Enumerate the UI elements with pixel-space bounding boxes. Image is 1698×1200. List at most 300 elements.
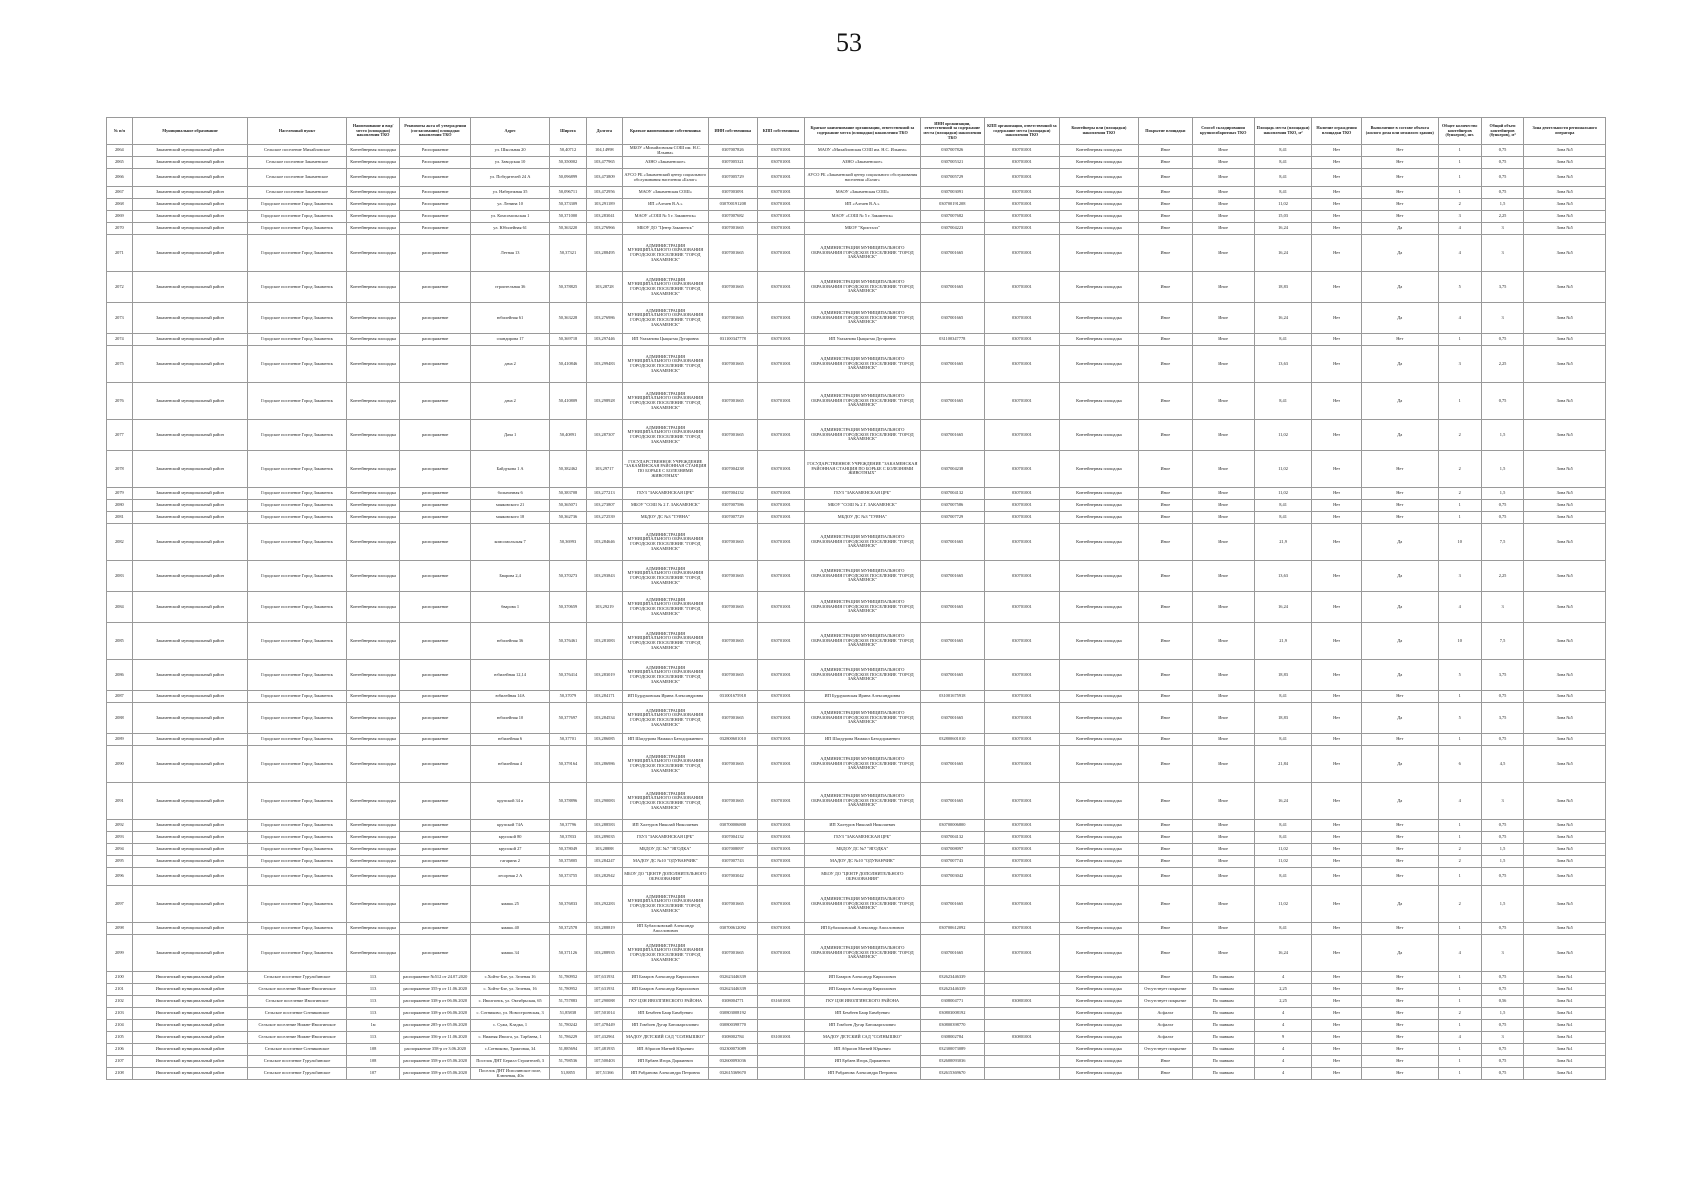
table-cell: Распоряжение [400,145,471,157]
table-cell: Контейнерная площадка [1059,145,1138,157]
table-cell: МБОУ "СОШ № 2 Г. ЗАКАМЕНСК" [623,500,709,512]
table-row [107,856,1606,868]
table-cell: Иное [1139,303,1193,334]
table-cell: 3,75 [1481,703,1524,734]
table-cell: Зона №5 [1524,157,1606,169]
table-cell: Закаменский муниципальный район [132,145,248,157]
table-cell: Контейнерная площадка [1059,623,1138,660]
table-cell: Контейнерная площадка [346,235,400,272]
registry-table [106,117,1606,1080]
table-cell: ГОСУДАРСТВЕННОЕ УЧРЕЖДЕНИЕ "ЗАКАМЕНСКАЯ РАЙОННАЯ СТАНЦИЯ ПО БОРЬБЕ С БОЛЕЗНЯМИ ЖИВОТНЫХ" [623,451,709,488]
table-cell: Нет [1361,199,1438,211]
table-cell: 3 [1438,211,1481,223]
table-cell: 030701001 [984,187,1059,199]
table-cell: 50,410809 [550,383,586,420]
table-cell: 103,287307 [586,420,622,451]
table-cell: 16,24 [1254,235,1312,272]
table-row [107,334,1606,346]
table-cell: 0307001665 [920,592,984,623]
table-cell: ямашь 40 [471,923,550,935]
table-cell: Контейнерная площадка [1059,856,1138,868]
table-row [107,303,1606,334]
table-cell: Контейнерная площадка [346,561,400,592]
table-cell: 3,75 [1481,660,1524,691]
table-cell: 0307003042 [708,868,757,886]
table-cell: 9 [1254,1032,1312,1044]
table-cell: 16,24 [1254,935,1312,972]
table-cell: Городское поселение Город Закаменск [248,844,347,856]
table-cell: распоряжение 358-р от 05.06.2020 [400,1056,471,1068]
table-cell: 2108 [107,1068,133,1080]
table-cell: 032300073089 [708,1044,757,1056]
table-cell: 2097 [107,886,133,923]
table-cell: 3 [1481,935,1524,972]
table-cell: 1,5 [1481,199,1524,211]
column-header: Адрес [471,118,550,145]
table-cell: 030701001 [757,272,804,303]
table-cell: Зона №5 [1524,272,1606,303]
table-cell: 2076 [107,383,133,420]
table-cell: 8,41 [1254,868,1312,886]
table-cell: Нет [1312,832,1361,844]
table-cell [984,1008,1059,1020]
table-cell: Да [1361,223,1438,235]
table-cell: 030701001 [984,923,1059,935]
table-cell: Иное [1139,691,1193,703]
column-header: Населенный пункт [248,118,347,145]
table-cell: Городское поселение Город Закаменск [248,500,347,512]
table-cell: Нет [1312,746,1361,783]
table-cell: Нет [1312,272,1361,303]
table-cell: 1м [346,1020,400,1032]
table-cell: 2,25 [1254,984,1312,996]
table-cell: Нет [1361,996,1438,1008]
table-cell: 030801001 [984,996,1059,1008]
table-cell: Контейнерная площадка [346,199,400,211]
table-cell: 0307008097 [708,844,757,856]
table-cell: Нет [1312,734,1361,746]
table-cell: 0307004132 [920,832,984,844]
table-cell: Контейнерная площадка [1059,746,1138,783]
table-cell: 1 [1438,832,1481,844]
table-cell: Контейнерная площадка [1059,1056,1138,1068]
table-cell: МБОУ "Кристалл" [805,223,921,235]
table-cell: Контейнерная площадка [1059,1032,1138,1044]
table-cell [757,1008,804,1020]
table-cell: распоряжение [400,383,471,420]
table-cell: 103,283041 [586,211,622,223]
table-cell: Контейнерная площадка [346,660,400,691]
table-cell: 0308002784 [708,1032,757,1044]
table-row [107,868,1606,886]
table-cell: 50,096711 [550,187,586,199]
table-cell: АДМИНИСТРАЦИЯ МУНИЦИПАЛЬНОГО ОБРАЗОВАНИЯ ГОРОДСКОЕ ПОСЕЛЕНИЕ "ГОРОД ЗАКАМЕНСК" [805,383,921,420]
table-cell: Иное [1192,592,1254,623]
table-row [107,703,1606,734]
table-cell: Иное [1192,935,1254,972]
table-cell: 0,75 [1481,923,1524,935]
table-cell: МБДОУ ДС №7 "ЯГОДКА" [623,844,709,856]
table-cell: АДМИНИСТРАЦИЯ МУНИЦИПАЛЬНОГО ОБРАЗОВАНИЯ ГОРОДСКОЕ ПОСЕЛЕНИЕ "ГОРОД ЗАКАМЕНСК" [623,783,709,820]
table-cell: 3 [1481,235,1524,272]
table-cell: 103,284247 [586,856,622,868]
table-cell: 103,298928 [586,383,622,420]
table-cell: Иное [1139,746,1193,783]
table-cell: 0307005321 [920,157,984,169]
table-cell: Иное [1192,868,1254,886]
table-cell: Сельское поселение Иволгинское [248,996,347,1008]
table-cell: Контейнерная площадка [346,691,400,703]
table-cell: 50,382462 [550,451,586,488]
table-cell: Контейнерная площадка [1059,1008,1138,1020]
table-cell: 0307007826 [920,145,984,157]
table-cell: Контейнерная площадка [1059,660,1138,691]
header-row [107,118,1606,145]
table-cell: 6 [1438,746,1481,783]
table-cell: 2074 [107,334,133,346]
table-cell: крупской 27 [471,844,550,856]
table-cell: 032623446339 [920,984,984,996]
table-cell: АДМИНИСТРАЦИЯ МУНИЦИПАЛЬНОГО ОБРАЗОВАНИЯ ГОРОДСКОЕ ПОСЕЛЕНИЕ "ГОРОД ЗАКАМЕНСК" [623,420,709,451]
table-cell: 103,29219 [586,592,622,623]
table-cell: Асфальт [1139,1032,1193,1044]
table-cell: Иное [1192,820,1254,832]
table-cell: 0,75 [1481,820,1524,832]
table-cell: Закаменский муниципальный район [132,783,248,820]
table-cell: 8,41 [1254,334,1312,346]
table-cell: 030701001 [984,734,1059,746]
table-cell: 0307001665 [708,303,757,334]
table-cell: 1 [1438,169,1481,187]
table-cell: 030701001 [757,660,804,691]
table-cell: 2075 [107,346,133,383]
table-cell: Иное [1192,272,1254,303]
table-row [107,420,1606,451]
table-cell: 1,5 [1481,856,1524,868]
table-cell: Зона №5 [1524,703,1606,734]
table-cell: Контейнерная площадка [1059,783,1138,820]
table-cell: 3 [1481,592,1524,623]
table-cell: 8,41 [1254,187,1312,199]
table-cell: Зона №5 [1524,746,1606,783]
table-cell: Нет [1361,691,1438,703]
table-cell: 107 [346,1068,400,1080]
table-cell: Нет [1361,500,1438,512]
table-cell: Закаменский муниципальный район [132,561,248,592]
table-cell: Зона №1 [1524,1020,1606,1032]
table-cell: Закаменский муниципальный район [132,832,248,844]
table-cell: 030701001 [757,500,804,512]
table-cell: Нет [1312,1068,1361,1080]
table-cell: 51,780242 [550,1020,586,1032]
table-cell: Иное [1139,145,1193,157]
table-cell: Иволгинский муниципальный район [132,1032,248,1044]
table-cell: Нет [1361,972,1438,984]
table-cell: комсомольская 7 [471,524,550,561]
table-cell: АДМИНИСТРАЦИЯ МУНИЦИПАЛЬНОГО ОБРАЗОВАНИЯ ГОРОДСКОЕ ПОСЕЛЕНИЕ "ГОРОД ЗАКАМЕНСК" [623,886,709,923]
table-cell: 51,780952 [550,972,586,984]
table-cell: 18,83 [1254,272,1312,303]
table-cell: 030701001 [984,346,1059,383]
table-cell: 2090 [107,746,133,783]
table-cell: 030800398770 [708,1020,757,1032]
table-cell: Зона №5 [1524,868,1606,886]
table-cell: Да [1361,660,1438,691]
table-cell: Закаменский муниципальный район [132,746,248,783]
table-cell: Иное [1192,169,1254,187]
table-cell: АДМИНИСТРАЦИЯ МУНИЦИПАЛЬНОГО ОБРАЗОВАНИЯ ГОРОДСКОЕ ПОСЕЛЕНИЕ "ГОРОД ЗАКАМЕНСК" [805,303,921,334]
table-cell: Зона №5 [1524,935,1606,972]
table-cell: 50,378896 [550,783,586,820]
table-cell: Нет [1361,211,1438,223]
table-cell: 0307007682 [920,211,984,223]
table-cell: распоряжение [400,303,471,334]
table-cell: с. Хойто-Бэе, ул. Зеленая, 16 [471,984,550,996]
table-cell: 0307008097 [920,844,984,856]
table-cell: 11,02 [1254,488,1312,500]
table-cell: 030701001 [757,820,804,832]
table-cell: Нет [1312,856,1361,868]
table-cell: 0307001665 [708,524,757,561]
table-cell: 3 [1481,303,1524,334]
table-cell: Контейнерная площадка [346,169,400,187]
table-cell: 2101 [107,984,133,996]
table-cell: 11,02 [1254,420,1312,451]
table-cell: 030701001 [984,334,1059,346]
table-cell: 103,282942 [586,868,622,886]
table-cell: 51,757883 [550,996,586,1008]
table-cell: 4,5 [1481,746,1524,783]
table-cell: 113 [346,1008,400,1020]
table-cell: 103,297446 [586,334,622,346]
table-cell: 113 [346,972,400,984]
table-cell: Иное [1139,856,1193,868]
table-cell: 0307001665 [708,223,757,235]
table-cell: ул. Комсомольская 1 [471,211,550,223]
table-cell: 51,885694 [550,1044,586,1056]
table-cell: 8,41 [1254,820,1312,832]
table-row [107,500,1606,512]
table-cell: Дача 1 [471,420,550,451]
table-cell: АЗНО «Закаменское» [623,157,709,169]
column-header: Широта [550,118,586,145]
table-cell: Иволгинский муниципальный район [132,996,248,1008]
table-cell: Городское поселение Город Закаменск [248,272,347,303]
table-cell: Контейнерная площадка [1059,157,1138,169]
table-cell: Иное [1139,623,1193,660]
table-cell: Нет [1312,1056,1361,1068]
table-cell: 103,288935 [586,935,622,972]
table-cell: Закаменский муниципальный район [132,383,248,420]
table-cell: 3 [1438,346,1481,383]
table-cell: Нет [1312,1008,1361,1020]
table-cell: 2 [1438,886,1481,923]
table-cell: АДМИНИСТРАЦИЯ МУНИЦИПАЛЬНОГО ОБРАЗОВАНИЯ ГОРОДСКОЕ ПОСЕЛЕНИЕ "ГОРОД ЗАКАМЕНСК" [623,935,709,972]
table-cell: 032800601010 [920,734,984,746]
table-cell: 032615369670 [920,1068,984,1080]
table-cell [757,1020,804,1032]
table-cell: АДМИНИСТРАЦИЯ МУНИЦИПАЛЬНОГО ОБРАЗОВАНИЯ ГОРОДСКОЕ ПОСЕЛЕНИЕ "ГОРОД ЗАКАМЕНСК" [623,235,709,272]
table-cell: Нет [1361,334,1438,346]
table-cell: 4 [1438,223,1481,235]
table-cell: Городское поселение Город Закаменск [248,334,347,346]
table-cell: Нет [1361,1020,1438,1032]
table-cell: Контейнерная площадка [1059,886,1138,923]
table-cell: АУСО РБ «Закаменский центр социального обслуживания населения «Бэлиг» [805,169,921,187]
table-cell: Распоряжение [400,187,471,199]
column-header: Наличие ограждения площадки ТКО [1312,118,1361,145]
table-cell: 0,75 [1481,500,1524,512]
table-cell: Иное [1192,524,1254,561]
table-cell: Иное [1139,820,1193,832]
table-cell: распоряжение [400,935,471,972]
table-cell: ИП Абрасов Матвей Юрьевич [805,1044,921,1056]
table-cell: 030701001 [757,420,804,451]
table-cell: ГБУЗ "ЗАКАМЕНСКАЯ ЦРБ" [805,488,921,500]
table-cell: Зона №1 [1524,1056,1606,1068]
table-cell: 032615369670 [708,1068,757,1080]
table-cell: Нет [1312,592,1361,623]
table-cell: 5 [1438,703,1481,734]
table-cell: 030803008192 [708,1008,757,1020]
table-cell: 1 [1438,1068,1481,1080]
table-cell: 0,75 [1481,1056,1524,1068]
table-cell: Сельское поселение Нижне-Иволгинское [248,1020,347,1032]
table-cell: АДМИНИСТРАЦИЯ МУНИЦИПАЛЬНОГО ОБРАЗОВАНИЯ ГОРОДСКОЕ ПОСЕЛЕНИЕ "ГОРОД ЗАКАМЕНСК" [623,660,709,691]
table-cell: Городское поселение Город Закаменск [248,691,347,703]
table-cell: МАОУ «Михайловская СОШ им. Н.С. Ильина» [805,145,921,157]
table-row [107,199,1606,211]
table-cell: 50,37701 [550,734,586,746]
table-cell: Иное [1192,211,1254,223]
column-header: Общее количество контейнеров (бункеров), шт. [1438,118,1481,145]
table-cell: 2104 [107,1020,133,1032]
table-cell: крупской 34 а [471,783,550,820]
table-cell: Контейнерная площадка [346,623,400,660]
table-row [107,1056,1606,1068]
table-cell: 50,376414 [550,660,586,691]
table-cell: Зона №5 [1524,199,1606,211]
table-cell: маяковского 18 [471,512,550,524]
table-cell: Контейнерная площадка [1059,844,1138,856]
table-cell: 030801001 [984,1032,1059,1044]
table-cell: Контейнерная площадка [346,451,400,488]
table-cell: Иное [1139,512,1193,524]
table-cell: Нет [1361,187,1438,199]
table-cell: По заявкам [1192,972,1254,984]
table-cell: Контейнерная площадка [346,303,400,334]
table-cell: Нет [1312,420,1361,451]
table-cell: распоряжение [400,746,471,783]
table-cell: Нет [1312,346,1361,383]
table-cell: Городское поселение Город Закаменск [248,783,347,820]
table-cell: ИП Ербаев Игорь Даржиевич [805,1056,921,1068]
table-cell: 8,41 [1254,691,1312,703]
table-cell: 13,63 [1254,346,1312,383]
table-cell: 50,371000 [550,211,586,223]
table-cell: Нет [1361,1008,1438,1020]
table-row [107,1068,1606,1080]
table-cell: АДМИНИСТРАЦИЯ МУНИЦИПАЛЬНОГО ОБРАЗОВАНИЯ ГОРОДСКОЕ ПОСЕЛЕНИЕ "ГОРОД ЗАКАМЕНСК" [805,346,921,383]
table-cell: 50,40712 [550,145,586,157]
column-header: Долгота [586,118,622,145]
table-cell: Контейнерная площадка [346,211,400,223]
table-cell: АДМИНИСТРАЦИЯ МУНИЦИПАЛЬНОГО ОБРАЗОВАНИЯ ГОРОДСКОЕ ПОСЕЛЕНИЕ "ГОРОД ЗАКАМЕНСК" [805,660,921,691]
table-cell: Иволгинский муниципальный район [132,1056,248,1068]
table-row [107,524,1606,561]
table-cell: Нет [1361,832,1438,844]
table-cell: 0307004238 [920,451,984,488]
table-cell: Да [1361,383,1438,420]
table-cell: 0307007743 [920,856,984,868]
table-cell: Зона №5 [1524,346,1606,383]
table-cell: ИП Бурдуковская Ирина Александровна [623,691,709,703]
table-cell: 11,02 [1254,844,1312,856]
column-header: Общий объем контейнеров (бункеров), м³ [1481,118,1524,145]
table-cell: ИП Базаров Александр Кириллович [623,972,709,984]
table-cell: Иное [1192,832,1254,844]
table-cell: 0307001665 [920,703,984,734]
table-cell: Иное [1192,856,1254,868]
table-cell: Да [1361,886,1438,923]
column-header: Наименование и вид/ место (площадки) накопления ТКО [346,118,400,145]
table-cell: МАДОУ ДЕТСКИЙ САД "СОЛНЫШКО" [805,1032,921,1044]
column-header: КПП организации, ответственной за содержание места (площадки) накопления ТКО [984,118,1059,145]
table-cell: 3,75 [1481,272,1524,303]
table-cell: Закаменский муниципальный район [132,346,248,383]
table-cell: 11,02 [1254,451,1312,488]
table-cell: 50,37833 [550,832,586,844]
table-cell: 0,75 [1481,169,1524,187]
table-cell: 030701001 [757,199,804,211]
table-cell: 032623446339 [920,972,984,984]
table-cell: Нет [1312,623,1361,660]
table-cell: 031601001 [757,996,804,1008]
table-row [107,451,1606,488]
table-cell: ГБУЗ "ЗАКАМЕНСКАЯ ЦРБ" [623,488,709,500]
table-cell: 031001001 [757,1032,804,1044]
table-cell: 103,477965 [586,157,622,169]
table-cell: Закаменский муниципальный район [132,820,248,832]
column-header: Реквизиты акта об утверждении (согласовании) площадки накопления ТКО [400,118,471,145]
table-cell: распоряжение [400,334,471,346]
table-cell: 1 [1438,984,1481,996]
table-cell: 107,478449 [586,1020,622,1032]
table-cell: 030701001 [984,223,1059,235]
table-cell: 030701001 [757,691,804,703]
table-cell: Контейнерная площадка [1059,420,1138,451]
table-cell: Закаменский муниципальный район [132,500,248,512]
table-cell: ИП «Алтаев В.А.» [805,199,921,211]
table-cell: 4 [1438,783,1481,820]
table-cell: АДМИНИСТРАЦИЯ МУНИЦИПАЛЬНОГО ОБРАЗОВАНИЯ ГОРОДСКОЕ ПОСЕЛЕНИЕ "ГОРОД ЗАКАМЕНСК" [805,783,921,820]
table-cell: 030701001 [757,512,804,524]
table-cell: Контейнерная площадка [1059,691,1138,703]
table-cell: Распоряжение [400,199,471,211]
table-cell: 0307001665 [920,235,984,272]
table-cell: ИП Халтуров Николай Николаевич [623,820,709,832]
table-cell: Нет [1361,512,1438,524]
table-cell: Иное [1192,303,1254,334]
table-cell: Иное [1192,223,1254,235]
table-row [107,984,1606,996]
table-cell: Да [1361,303,1438,334]
table-cell [984,1056,1059,1068]
table-cell: Иное [1139,592,1193,623]
table-cell: строительная 36 [471,272,550,303]
table-cell: АДМИНИСТРАЦИЯ МУНИЦИПАЛЬНОГО ОБРАЗОВАНИЯ ГОРОДСКОЕ ПОСЕЛЕНИЕ "ГОРОД ЗАКАМЕНСК" [805,235,921,272]
table-cell: Да [1361,420,1438,451]
